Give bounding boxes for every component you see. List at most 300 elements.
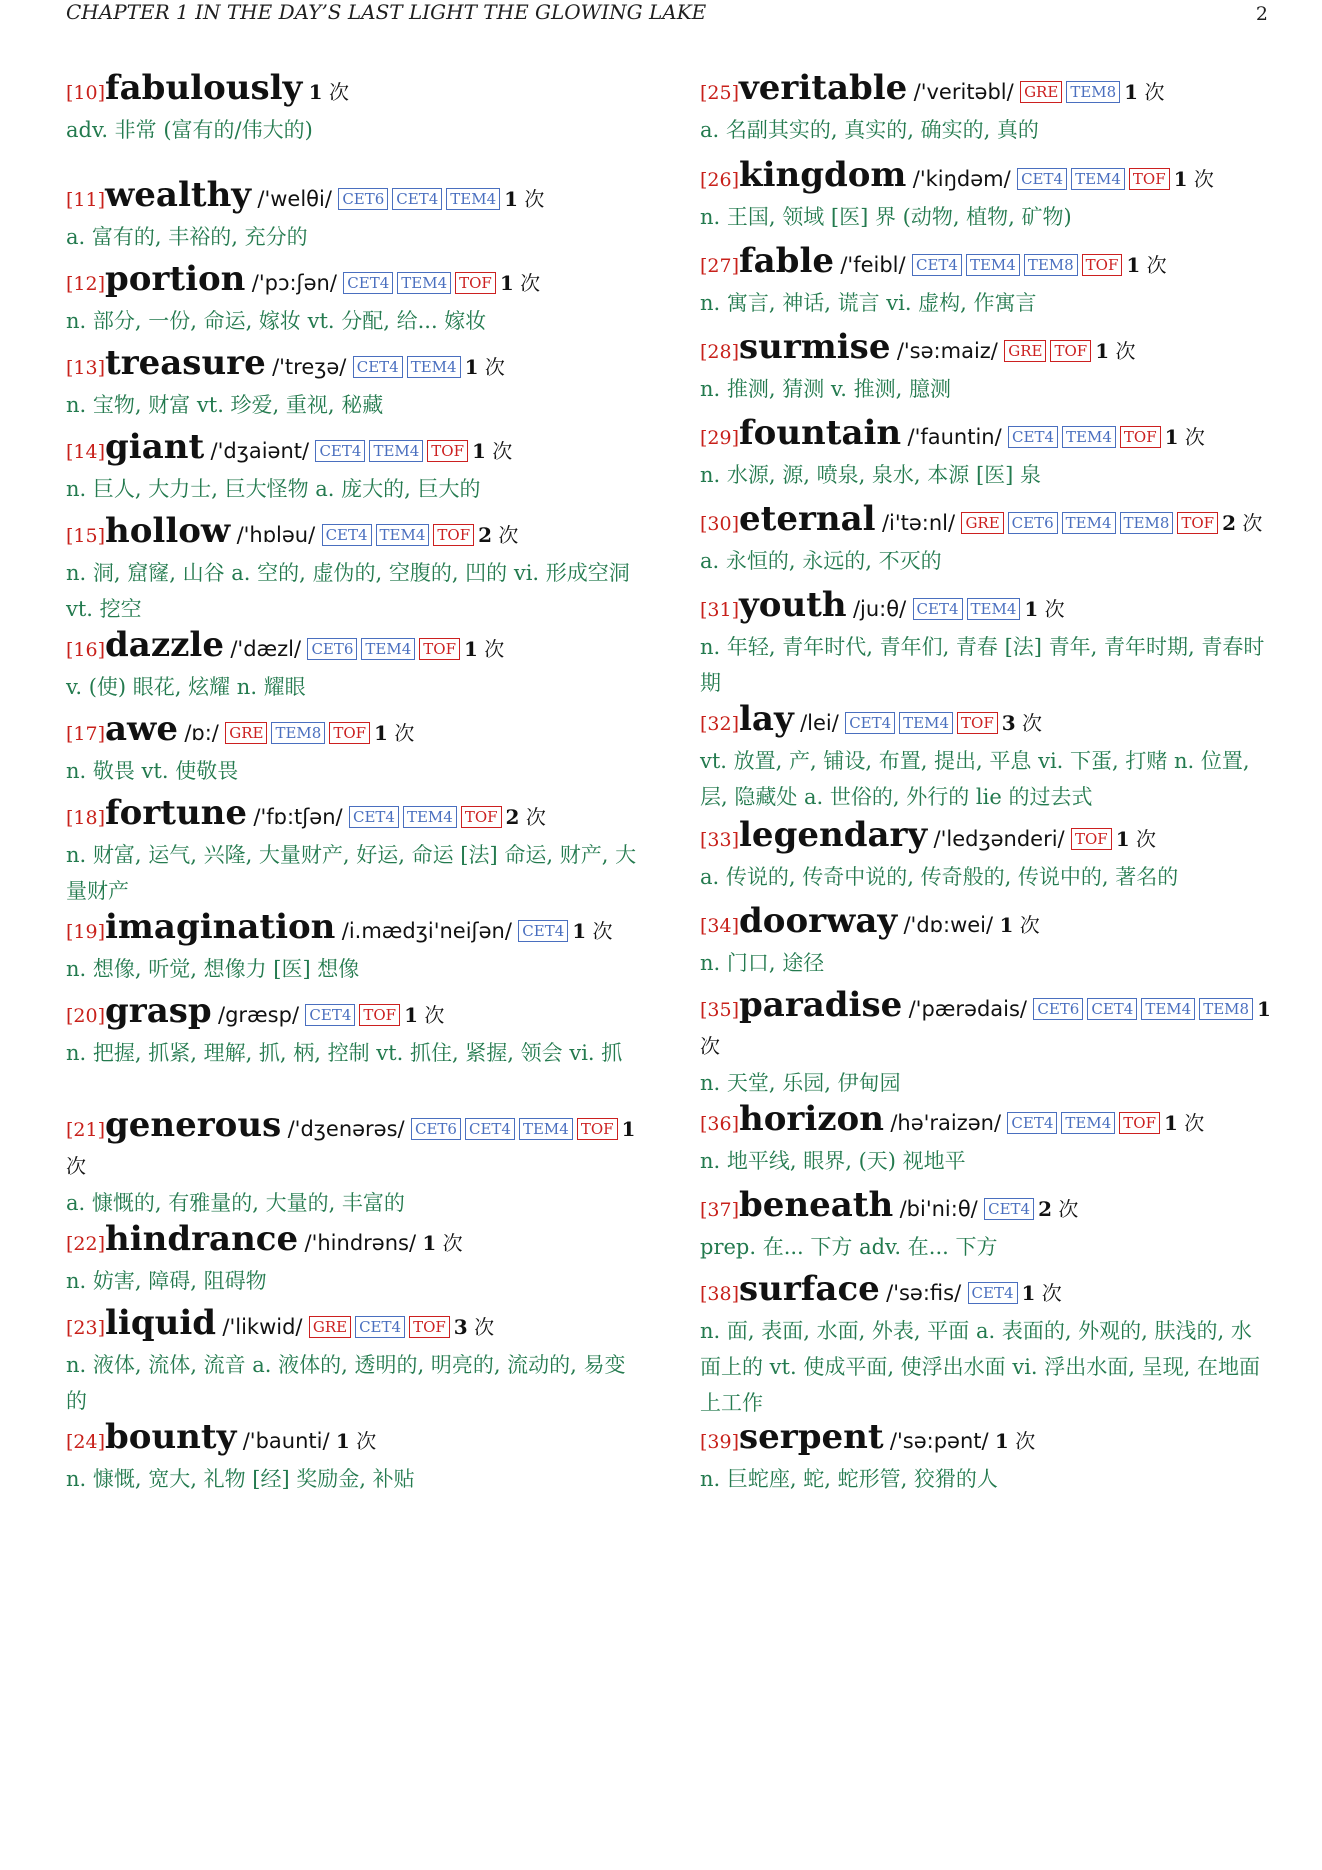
exam-tag: TEM8: [1120, 512, 1174, 534]
entry-phonetic: /græsp/: [218, 1003, 300, 1027]
exam-tag: TOF: [427, 440, 468, 462]
exam-tag: TEM4: [519, 1118, 573, 1140]
vocab-entry: [700, 329, 1272, 407]
frequency-count: 1: [1257, 997, 1271, 1021]
entry-frequency: [404, 1003, 444, 1027]
entry-definition: n. 慷慨, 宽大, 礼物 [经] 奖励金, 补贴: [66, 1467, 415, 1491]
entry-headline: [700, 415, 1272, 456]
exam-tag: TEM4: [1061, 1112, 1115, 1134]
frequency-count: 1: [1124, 80, 1139, 104]
entry-headline: [700, 501, 1272, 542]
entry-headline: [66, 711, 640, 752]
exam-tag: TOF: [419, 638, 460, 660]
entry-definition: n. 液体, 流体, 流音 a. 液体的, 透明的, 明亮的, 流动的, 易变的: [66, 1353, 626, 1413]
entry-word: veritable: [739, 68, 908, 108]
frequency-unit: 次: [520, 271, 541, 295]
entry-word: paradise: [739, 985, 903, 1025]
frequency-unit: 次: [524, 187, 545, 211]
entry-frequency: [1095, 339, 1135, 363]
entry-index: [30]: [700, 513, 740, 535]
page-number: 2: [1255, 3, 1268, 25]
exam-tag: GRE: [961, 512, 1003, 534]
entry-headline: [66, 993, 640, 1034]
entry-definition: n. 天堂, 乐园, 伊甸园: [700, 1071, 901, 1095]
entry-frequency: [1022, 1281, 1062, 1305]
exam-tag: CET6: [338, 188, 388, 210]
frequency-count: 1: [464, 637, 478, 661]
exam-tag: CET4: [1008, 426, 1058, 448]
frequency-unit: 次: [1184, 425, 1205, 449]
entry-index: [39]: [700, 1431, 740, 1453]
entry-definition: n. 财富, 运气, 兴隆, 大量财产, 好运, 命运 [法] 命运, 财产, 大量财产: [66, 843, 637, 903]
frequency-count: 1: [308, 80, 323, 104]
exam-tag: TOF: [359, 1004, 400, 1026]
exam-tag: TOF: [1120, 426, 1161, 448]
vocab-entry: [66, 261, 640, 339]
entry-definition: n. 想像, 听觉, 想像力 [医] 想像: [66, 957, 360, 981]
entry-frequency: [465, 355, 505, 379]
exam-tag: CET6: [1008, 512, 1058, 534]
entry-phonetic: /'fɒ:tʃən/: [253, 805, 343, 829]
entry-phonetic: /hə'raizən/: [890, 1111, 1002, 1135]
frequency-unit: 次: [1144, 80, 1165, 104]
entry-index: [11]: [66, 189, 106, 211]
entry-headline: [66, 1221, 640, 1262]
entry-definition: n. 巨蛇座, 蛇, 蛇形管, 狡猾的人: [700, 1467, 998, 1491]
entry-definition: n. 年轻, 青年时代, 青年们, 青春 [法] 青年, 青年时期, 青春时期: [700, 635, 1265, 695]
vocab-entry: [66, 429, 640, 507]
vocab-entry: [700, 1419, 1272, 1497]
entry-word: horizon: [739, 1099, 884, 1139]
entry-phonetic: /'sə:maiz/: [896, 339, 998, 363]
vocab-entry: [700, 415, 1272, 493]
vocab-entry: [66, 1305, 640, 1419]
entry-definition: n. 王国, 领域 [医] 界 (动物, 植物, 矿物): [700, 205, 1072, 229]
entry-frequency: [309, 80, 349, 104]
entry-word: dazzle: [105, 625, 224, 665]
entry-phonetic: /bi'ni:θ/: [899, 1197, 978, 1221]
entry-definition: a. 慷慨的, 有雅量的, 大量的, 丰富的: [66, 1191, 405, 1215]
frequency-count: 1: [999, 913, 1014, 937]
frequency-count: 1: [1024, 597, 1039, 621]
entry-headline: [700, 701, 1272, 742]
frequency-count: 1: [422, 1231, 437, 1255]
entry-index: [15]: [66, 525, 106, 547]
frequency-unit: 次: [525, 805, 546, 829]
entry-frequency: [995, 1429, 1035, 1453]
exam-tag: TEM4: [1071, 168, 1125, 190]
exam-tag: TOF: [957, 712, 998, 734]
exam-tag: TOF: [461, 806, 502, 828]
entry-frequency: [1038, 1197, 1078, 1221]
vocab-entry: [66, 1107, 640, 1221]
entry-headline: [66, 513, 640, 554]
frequency-count: 2: [1038, 1197, 1053, 1221]
vocab-entry: [700, 1187, 1272, 1265]
exam-tag: CET4: [1007, 1112, 1057, 1134]
exam-tag: CET6: [1033, 998, 1083, 1020]
entry-definition: n. 推测, 猜测 v. 推测, 臆测: [700, 377, 951, 401]
entry-word: treasure: [105, 343, 266, 383]
entry-word: imagination: [105, 907, 336, 947]
frequency-unit: 次: [1193, 167, 1214, 191]
frequency-unit: 次: [700, 1034, 720, 1058]
exam-tag: TEM4: [899, 712, 953, 734]
entry-frequency: [999, 913, 1039, 937]
frequency-unit: 次: [1015, 1429, 1036, 1453]
entry-phonetic: /'baunti/: [242, 1429, 330, 1453]
vocab-entry: [700, 1271, 1272, 1421]
exam-tag: TOF: [1050, 340, 1091, 362]
exam-tag: CET4: [912, 254, 962, 276]
frequency-count: 1: [1095, 339, 1110, 363]
exam-tag: CET4: [353, 356, 403, 378]
frequency-unit: 次: [66, 1154, 86, 1178]
entry-headline: [700, 903, 1272, 944]
exam-tag: CET4: [315, 440, 365, 462]
frequency-count: 1: [374, 721, 388, 745]
exam-tag: CET6: [411, 1118, 461, 1140]
entry-definition: v. (使) 眼花, 炫耀 n. 耀眼: [66, 675, 306, 699]
vocab-entry: [700, 243, 1272, 321]
entry-index: [26]: [700, 169, 740, 191]
entry-word: portion: [105, 259, 246, 299]
entry-word: doorway: [739, 901, 898, 941]
exam-tag: TEM4: [1062, 512, 1116, 534]
frequency-unit: 次: [1058, 1197, 1079, 1221]
entry-frequency: [1116, 827, 1156, 851]
entry-headline: [700, 1419, 1272, 1460]
entry-definition: n. 巨人, 大力士, 巨大怪物 a. 庞大的, 巨大的: [66, 477, 481, 501]
entry-headline: [700, 817, 1272, 858]
entry-headline: [66, 795, 640, 836]
entry-phonetic: /'treʒə/: [272, 355, 347, 379]
vocab-entry: [66, 345, 640, 423]
entry-index: [33]: [700, 829, 740, 851]
frequency-unit: 次: [1184, 1111, 1205, 1135]
entry-definition: n. 水源, 源, 喷泉, 泉水, 本源 [医] 泉: [700, 463, 1042, 487]
entry-index: [17]: [66, 723, 106, 745]
entry-index: [23]: [66, 1317, 106, 1339]
entry-definition: adv. 非常 (富有的/伟大的): [66, 118, 313, 142]
frequency-unit: 次: [592, 919, 613, 943]
exam-tag: TOF: [329, 722, 370, 744]
entry-phonetic: /'pærədais/: [908, 997, 1027, 1021]
frequency-unit: 次: [484, 355, 505, 379]
frequency-count: 2: [505, 805, 520, 829]
entry-word: hindrance: [105, 1219, 299, 1259]
entry-phonetic: /'likwid/: [222, 1315, 303, 1339]
entry-headline: [700, 987, 1272, 1064]
frequency-count: 1: [499, 271, 514, 295]
entry-headline: [700, 587, 1272, 628]
entry-word: hollow: [105, 511, 231, 551]
vocab-entry: [66, 711, 640, 789]
exam-tag: TEM4: [376, 524, 430, 546]
entry-word: eternal: [739, 499, 876, 539]
entry-frequency: [1174, 167, 1214, 191]
entry-index: [36]: [700, 1113, 740, 1135]
exam-tag: TOF: [455, 272, 496, 294]
entry-word: youth: [739, 585, 847, 625]
entry-definition: a. 永恒的, 永远的, 不灭的: [700, 549, 942, 573]
exam-tag: TEM4: [1141, 998, 1195, 1020]
exam-tag: GRE: [1004, 340, 1046, 362]
frequency-unit: 次: [1022, 711, 1043, 735]
frequency-unit: 次: [328, 80, 349, 104]
entry-word: fortune: [105, 793, 248, 833]
entry-frequency: [504, 187, 544, 211]
entry-index: [25]: [700, 82, 740, 104]
page-header: [66, 0, 1268, 30]
exam-tag: CET4: [465, 1118, 515, 1140]
frequency-count: 1: [1173, 167, 1188, 191]
entry-headline: [66, 1107, 640, 1184]
entry-frequency: [422, 1231, 462, 1255]
entry-frequency: [572, 919, 612, 943]
entry-phonetic: /ju:θ/: [852, 597, 907, 621]
exam-tag: TEM4: [1062, 426, 1116, 448]
exam-tag: GRE: [1020, 81, 1062, 103]
entry-index: [37]: [700, 1199, 740, 1221]
entry-headline: [66, 909, 640, 950]
entry-headline: [700, 1101, 1272, 1142]
frequency-unit: 次: [424, 1003, 445, 1027]
entry-index: [21]: [66, 1119, 106, 1141]
entry-definition: vt. 放置, 产, 铺设, 布置, 提出, 平息 vi. 下蛋, 打赌 n. 位置, 层, 隐藏处 a. 世俗的, 外行的 lie 的过去式: [700, 749, 1250, 809]
exam-tag: TEM8: [271, 722, 325, 744]
entry-headline: [700, 157, 1272, 198]
entry-definition: a. 富有的, 丰裕的, 充分的: [66, 225, 308, 249]
entry-word: surmise: [739, 327, 891, 367]
vocab-entry: [700, 70, 1272, 148]
entry-word: surface: [739, 1269, 880, 1309]
exam-tag: TEM4: [966, 254, 1020, 276]
frequency-unit: 次: [442, 1231, 463, 1255]
entry-frequency: [1222, 511, 1262, 535]
vocab-entry: [700, 701, 1272, 815]
entry-phonetic: /'sə:pənt/: [889, 1429, 989, 1453]
entry-word: liquid: [105, 1303, 217, 1343]
entry-definition: a. 名副其实的, 真实的, 确实的, 真的: [700, 118, 1039, 142]
exam-tag: TOF: [1082, 254, 1123, 276]
entry-index: [27]: [700, 255, 740, 277]
frequency-count: 1: [472, 439, 486, 463]
entry-word: fable: [739, 241, 834, 281]
entry-definition: n. 面, 表面, 水面, 外表, 平面 a. 表面的, 外观的, 肤浅的, 水面上的 vt. 使成平面, 使浮出水面 vi. 浮出水面, 呈现, 在地面上工作: [700, 1319, 1260, 1415]
entry-definition: n. 把握, 抓紧, 理解, 抓, 柄, 控制 vt. 抓住, 紧握, 领会 vi. 抓: [66, 1041, 623, 1065]
exam-tag: TEM4: [967, 598, 1021, 620]
frequency-count: 1: [1163, 1111, 1178, 1135]
vocab-entry: [700, 501, 1272, 579]
entry-headline: [66, 261, 640, 302]
entry-index: [28]: [700, 341, 740, 363]
entry-frequency: [500, 271, 540, 295]
exam-tag: CET4: [845, 712, 895, 734]
chapter-title: CHAPTER 1 IN THE DAY’S LAST LIGHT THE GLOWING LAKE: [66, 0, 707, 24]
exam-tag: CET4: [968, 1282, 1018, 1304]
frequency-count: 1: [1115, 827, 1130, 851]
entry-index: [19]: [66, 921, 106, 943]
entry-word: wealthy: [105, 175, 252, 215]
frequency-unit: 次: [1019, 913, 1040, 937]
entry-definition: n. 洞, 窟窿, 山谷 a. 空的, 虚伪的, 空腹的, 凹的 vi. 形成空洞 vt. 挖空: [66, 561, 630, 621]
exam-tag: TEM4: [403, 806, 457, 828]
entry-index: [22]: [66, 1233, 106, 1255]
entry-frequency: [336, 1429, 376, 1453]
exam-tag: TOF: [577, 1118, 618, 1140]
frequency-unit: 次: [1242, 511, 1263, 535]
vocab-entry: [66, 1221, 640, 1299]
entry-frequency: [1165, 425, 1205, 449]
entry-headline: [66, 70, 640, 111]
entry-frequency: [1024, 597, 1064, 621]
exam-tag: TEM4: [369, 440, 423, 462]
entry-phonetic: /'dæzl/: [230, 637, 302, 661]
exam-tag: TEM4: [397, 272, 451, 294]
entry-definition: n. 寓言, 神话, 谎言 vi. 虚构, 作寓言: [700, 291, 1037, 315]
frequency-count: 1: [464, 355, 479, 379]
entry-phonetic: /'welθi/: [257, 187, 332, 211]
exam-tag: CET6: [307, 638, 357, 660]
frequency-unit: 次: [484, 637, 505, 661]
exam-tag: CET4: [913, 598, 963, 620]
entry-index: [31]: [700, 599, 740, 621]
entry-index: [12]: [66, 273, 106, 295]
exam-tag: TOF: [1129, 168, 1170, 190]
entry-word: beneath: [739, 1185, 894, 1225]
entry-word: legendary: [739, 815, 928, 855]
exam-tag: TEM8: [1024, 254, 1078, 276]
entry-word: awe: [105, 709, 178, 749]
entry-phonetic: /'hindrəns/: [304, 1231, 417, 1255]
entry-headline: [700, 243, 1272, 284]
entry-definition: n. 宝物, 财富 vt. 珍爱, 重视, 秘藏: [66, 393, 384, 417]
exam-tag: CET4: [322, 524, 372, 546]
frequency-count: 1: [994, 1429, 1009, 1453]
entry-phonetic: /'dʒaiənt/: [210, 439, 310, 463]
entry-phonetic: /'dɒ:wei/: [903, 913, 994, 937]
frequency-count: 1: [621, 1117, 636, 1141]
entry-frequency: [472, 439, 512, 463]
entry-phonetic: /lei/: [800, 711, 839, 735]
vocab-entry: [700, 1101, 1272, 1179]
entry-frequency: [1126, 253, 1166, 277]
entry-index: [32]: [700, 713, 740, 735]
entry-index: [24]: [66, 1431, 106, 1453]
entry-word: serpent: [739, 1417, 884, 1457]
exam-tag: CET4: [1087, 998, 1137, 1020]
entry-phonetic: /'kiŋdəm/: [912, 167, 1011, 191]
entry-headline: [66, 1419, 640, 1460]
exam-tag: TOF: [433, 524, 474, 546]
exam-tag: CET4: [1017, 168, 1067, 190]
frequency-count: 1: [572, 919, 587, 943]
entry-frequency: [506, 805, 546, 829]
frequency-unit: 次: [1115, 339, 1136, 363]
frequency-count: 2: [1222, 511, 1237, 535]
entry-phonetic: /'hɒləu/: [236, 523, 316, 547]
entry-phonetic: /'fauntin/: [907, 425, 1002, 449]
entry-headline: [66, 177, 640, 218]
exam-tag: TOF: [1071, 828, 1112, 850]
entry-frequency: [1164, 1111, 1204, 1135]
frequency-unit: 次: [474, 1315, 495, 1339]
entry-index: [16]: [66, 639, 106, 661]
entry-headline: [66, 627, 640, 668]
entry-definition: n. 门口, 途径: [700, 951, 825, 975]
exam-tag: TEM8: [1066, 81, 1120, 103]
vocab-entry: [66, 513, 640, 627]
entry-index: [38]: [700, 1283, 740, 1305]
entry-headline: [700, 1187, 1272, 1228]
entry-headline: [700, 329, 1272, 370]
entry-frequency: [374, 721, 414, 745]
vocab-entry: [66, 993, 640, 1071]
entry-definition: n. 部分, 一份, 命运, 嫁妆 vt. 分配, 给... 嫁妆: [66, 309, 487, 333]
exam-tag: CET4: [518, 920, 568, 942]
entry-word: fabulously: [105, 68, 303, 108]
frequency-unit: 次: [394, 721, 415, 745]
vocab-entry: [700, 587, 1272, 701]
entry-phonetic: /'pɔ:ʃən/: [251, 271, 337, 295]
entry-phonetic: /i.mædʒi'neiʃən/: [341, 919, 512, 943]
entry-index: [20]: [66, 1005, 106, 1027]
entry-definition: n. 地平线, 眼界, (天) 视地平: [700, 1149, 966, 1173]
entry-phonetic: /'dʒenərəs/: [287, 1117, 405, 1141]
vocab-entry: [66, 795, 640, 909]
entry-word: bounty: [105, 1417, 237, 1457]
exam-tag: CET4: [305, 1004, 355, 1026]
frequency-count: 1: [1126, 253, 1141, 277]
exam-tag: CET4: [984, 1198, 1034, 1220]
entry-frequency: [454, 1315, 494, 1339]
exam-tag: TEM4: [446, 188, 500, 210]
frequency-unit: 次: [492, 439, 513, 463]
entry-word: giant: [105, 427, 205, 467]
exam-tag: CET4: [355, 1316, 405, 1338]
entry-frequency: [1002, 711, 1042, 735]
exam-tag: TOF: [1177, 512, 1218, 534]
entry-phonetic: /'veritəbl/: [913, 80, 1014, 104]
frequency-unit: 次: [1044, 597, 1065, 621]
entry-word: fountain: [739, 413, 902, 453]
entry-headline: [66, 1305, 640, 1346]
frequency-count: 1: [504, 187, 519, 211]
frequency-count: 1: [335, 1429, 350, 1453]
frequency-count: 1: [1021, 1281, 1036, 1305]
entry-headline: [700, 1271, 1272, 1312]
entry-index: [35]: [700, 999, 740, 1021]
frequency-unit: 次: [356, 1429, 377, 1453]
entry-definition: n. 妨害, 障碍, 阻碍物: [66, 1269, 267, 1293]
entry-phonetic: /ɒ:/: [184, 721, 219, 745]
frequency-count: 3: [1001, 711, 1016, 735]
entry-index: [13]: [66, 357, 106, 379]
frequency-count: 3: [453, 1315, 468, 1339]
entry-frequency: [478, 523, 518, 547]
exam-tag: TEM4: [361, 638, 415, 660]
exam-tag: GRE: [225, 722, 267, 744]
frequency-unit: 次: [1135, 827, 1156, 851]
entry-definition: prep. 在... 下方 adv. 在... 下方: [700, 1235, 998, 1259]
vocab-entry: [700, 987, 1272, 1101]
entry-definition: n. 敬畏 vt. 使敬畏: [66, 759, 239, 783]
entry-phonetic: /'sə:fis/: [886, 1281, 962, 1305]
exam-tag: TEM8: [1199, 998, 1253, 1020]
entry-phonetic: /i'tə:nl/: [881, 511, 956, 535]
frequency-count: 1: [1164, 425, 1179, 449]
